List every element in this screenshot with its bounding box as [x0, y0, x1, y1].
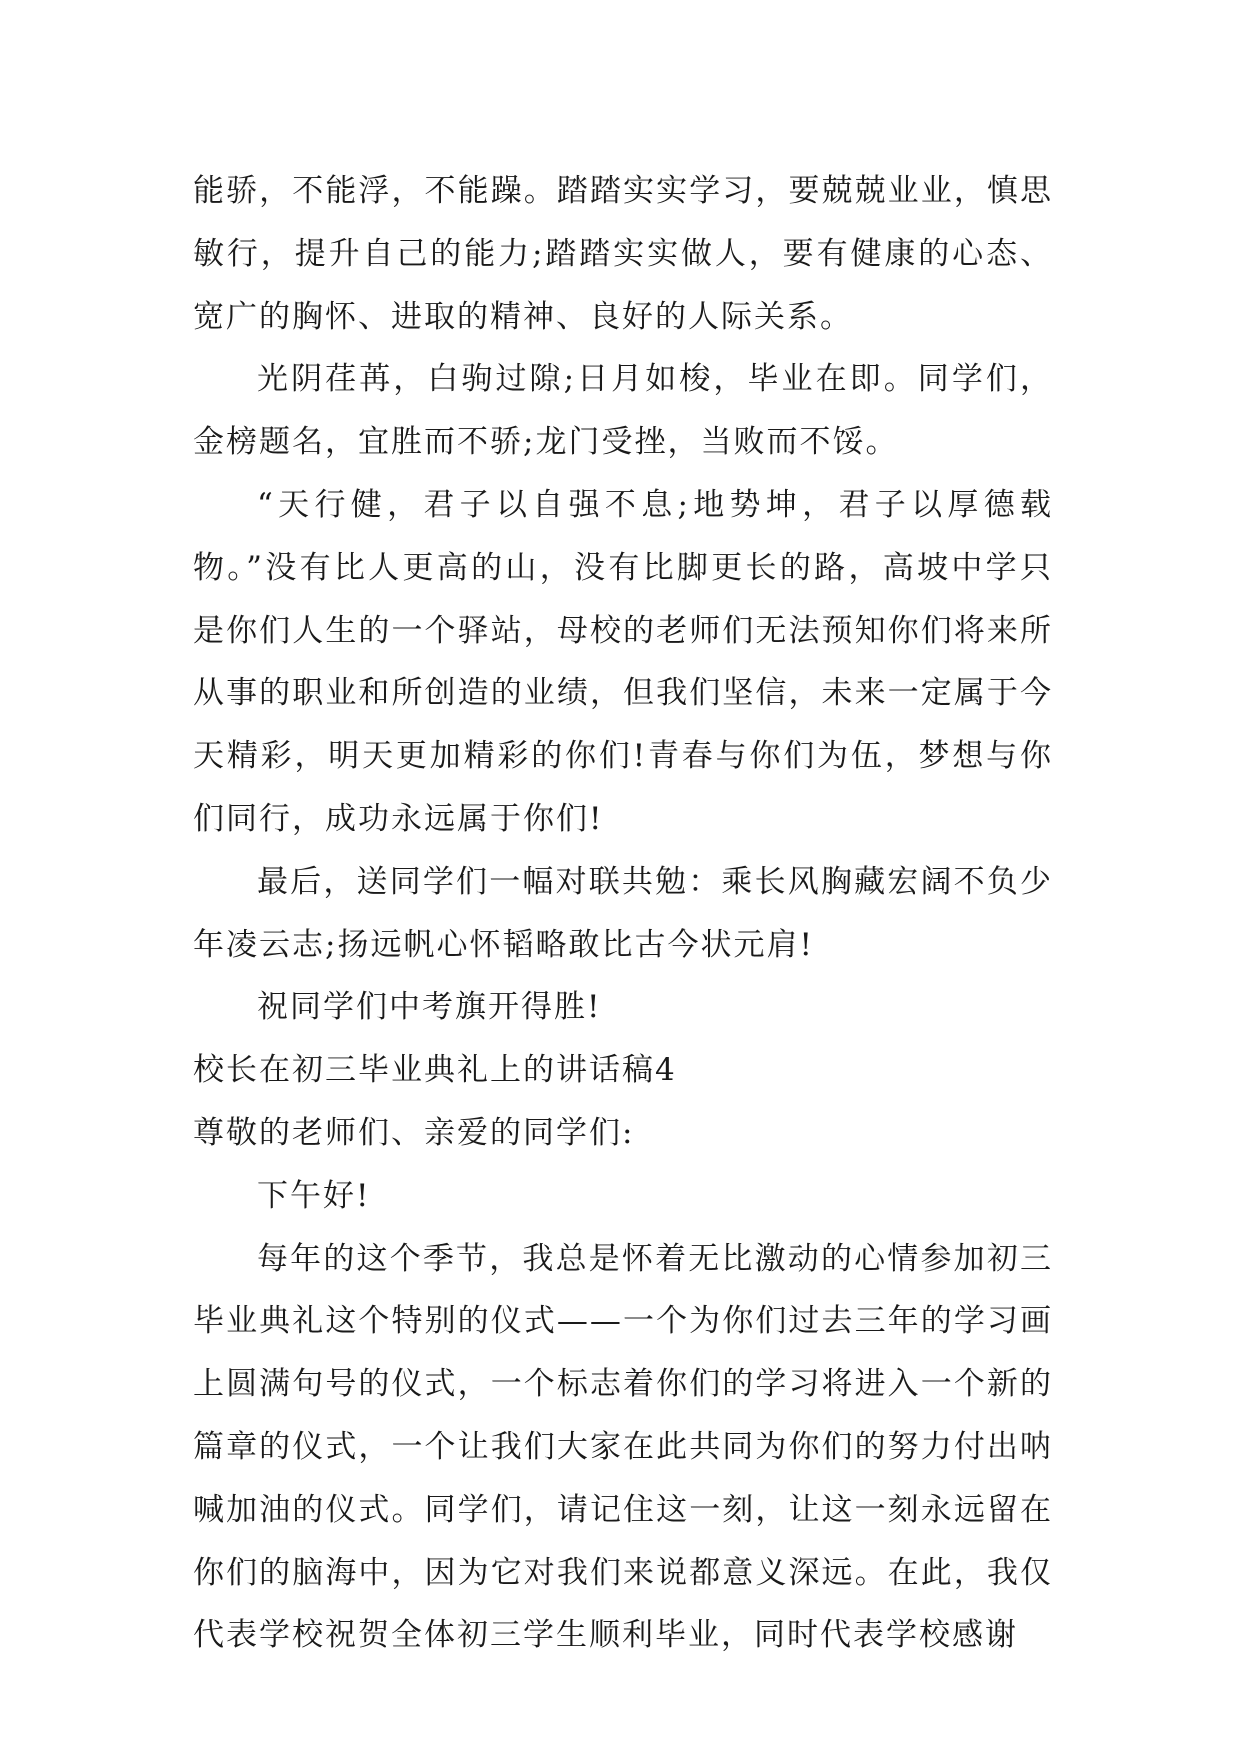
paragraph: “天行健，君子以自强不息;地势坤，君子以厚德载物。”没有比人更高的山，没有比脚更长的路，高坡中学只是你们人生的一个驿站，母校的老师们无法预知你们将来所从事的职业和所创造的业绩，但我们坚信，未来一定属于今天精彩，明天更加精彩的你们!青春与你们为伍，梦想与你们同行，成功永远属于你们! — [193, 486, 1053, 837]
document-body — [193, 160, 1053, 1667]
section-heading: 校长在初三毕业典礼上的讲话稿4 — [193, 1052, 677, 1089]
paragraph: 最后，送同学们一幅对联共勉：乘长风胸藏宏阔不负少年凌云志;扬远帆心怀韬略敢比古今状元肩! — [193, 863, 1053, 963]
paragraph: 祝同学们中考旗开得胜! — [257, 989, 602, 1026]
greeting: 下午好! — [257, 1177, 371, 1214]
paragraph: 能骄，不能浮，不能躁。踏踏实实学习，要兢兢业业，慎思敏行，提升自己的能力;踏踏实实做人，要有健康的心态、宽广的胸怀、进取的精神、良好的人际关系。 — [193, 173, 1053, 335]
paragraph: 光阴荏苒，白驹过隙;日月如梭，毕业在即。同学们，金榜题名，宜胜而不骄;龙门受挫，当败而不馁。 — [193, 361, 1053, 461]
salutation: 尊敬的老师们、亲爱的同学们: — [193, 1114, 635, 1151]
paragraph: 每年的这个季节，我总是怀着无比激动的心情参加初三毕业典礼这个特别的仪式——一个为你们过去三年的学习画上圆满句号的仪式，一个标志着你们的学习将进入一个新的篇章的仪式，一个让我们大家在此共同为你们的努力付出呐喊加油的仪式。同学们，请记住这一刻，让这一刻永远留在你们的脑海中，因为它对我们来说都意义深远。在此，我仅代表学校祝贺全体初三学生顺利毕业，同时代表学校感谢 — [193, 1240, 1053, 1654]
